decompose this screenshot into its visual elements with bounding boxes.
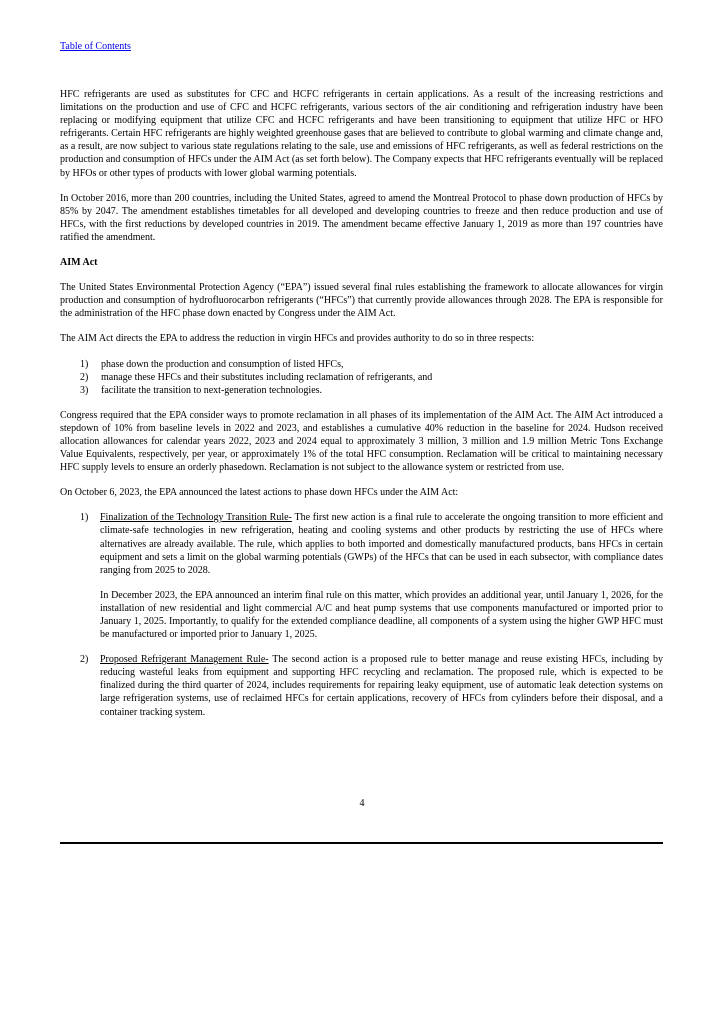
paragraph-hfc-refrigerants: HFC refrigerants are used as substitutes for CFC and HCFC refrigerants in certain applications. As a result of the increasing restrictions and limitations on the production and use of CFC and HCFC refrigerants, various sectors of the air conditioning and refrigeration industry have been replacing or modifying equipment that utilize CFC and HCFC refrigerants and have been transitioning to equipment that utilize HFC or HFO refrigerants. Certain HFC refrigerants are highly weighted greenhouse gases that are believed to contribute to global warming and climate change and, as a result, are now subject to various state regulations relating to the sale, use and emissions of HFC refrigerants, as well as federal restrictions on the production and consumption of HFCs under the AIM Act (as set forth below). The Company expects that HFC refrigerants eventually will be replaced by HFOs or other types of products with lower global warming potentials.: [60, 89, 663, 179]
list-item: [60, 371, 663, 384]
action-paragraph: [100, 653, 663, 718]
rule-title: Proposed Refrigerant Management Rule-: [100, 654, 269, 666]
paragraph-october-actions: On October 6, 2023, the EPA announced the latest actions to phase down HFCs under the AIM Act:: [60, 487, 459, 499]
paragraph-montreal-protocol: In October 2016, more than 200 countries, including the United States, agreed to amend the Montreal Protocol to phase down production of HFCs by 85% by 2047. The amendment establishes timetables for all developed and developing countries to freeze and then reduce production and use of HFCs, with the first reductions by developed countries in 2019. The amendment became effective January 1, 2019 as more than 197 countries have ratified the amendment.: [60, 192, 663, 243]
action-paragraph: [100, 511, 663, 576]
rule-title: Finalization of the Technology Transition Rule-: [100, 512, 292, 524]
page-divider: [60, 842, 663, 844]
paragraph-epa-rules: The United States Environmental Protection Agency (“EPA”) issued several final rules establishing the framework to allocate allowances for virgin production and consumption of hydrofluorocarbon refrigerants (“HFCs”) that currently provide allowances through 2028. The EPA is responsible for the administration of the HFC phase down enacted by Congress under the AIM Act.: [60, 282, 663, 320]
list-item-text: manage these HFCs and their substitutes including reclamation of refrigerants, and: [101, 371, 433, 383]
action-body: [100, 511, 663, 641]
list-item: [60, 358, 663, 371]
paragraph-reclamation: Congress required that the EPA consider ways to promote reclamation in all phases of its implementation of the AIM Act. The AIM Act introduced a stepdown of 10% from baseline levels in 2022 and 2023, and establishes a cumulative 40% reduction in the baseline for 2024. Hudson received allocation allowances for calendar years 2022, 2023 and 2024 equal to approximately 3 million, 3 million and 1.9 million Metric Tons Exchange Value Equivalents, respectively, per year, or approximately 1% of the total HFC consumption. Reclamation will be critical to maintaining necessary HFC supply levels to ensure an orderly phasedown. Reclamation is not subject to the allowance system or restricted from use.: [60, 409, 663, 474]
rule-text: The first new action is a final rule to accelerate the ongoing transition to more efficient and climate-safe technologies in new refrigeration, heating and cooling systems and other products by restricting the use of HFCs where alternatives are already available. The rule, which applies to both imported and domestically manufactured products, bans HFCs in certain equipment and sets a limit on the global warming potentials (GWPs) of the HFCs that can be used in each subsector, with compliance dates ranging from 2025 to 2028.: [100, 512, 663, 576]
list-item-text: phase down the production and consumption of listed HFCs,: [101, 358, 344, 370]
list-item-text: facilitate the transition to next-generation technologies.: [101, 384, 323, 396]
list-item: [60, 384, 663, 397]
action-followup-paragraph: In December 2023, the EPA announced an interim final rule on this matter, which provides an additional year, until January 1, 2026, for the installation of new residential and light commercial A/C and heat pump systems that use components manufactured or imported prior to January 1, 2025. Importantly, to qualify for the extended compliance deadline, all components of a system using the higher GWP HFC must be manufactured or imported prior to January 1, 2025.: [100, 589, 663, 641]
document-body: [60, 88, 663, 731]
action-body: [100, 653, 663, 718]
paragraph-aim-directs: The AIM Act directs the EPA to address the reduction in virgin HFCs and provides authority to do so in three respects:: [60, 333, 535, 345]
list-item-number: 2): [80, 371, 89, 383]
actions-list: [60, 511, 663, 718]
rule-text: The second action is a proposed rule to better manage and reuse existing HFCs, including by reducing wasteful leaks from equipment and supporting HFC recycling and reclamation. The proposed rule, which is expected to be finalized during the third quarter of 2024, includes requirements for repairing leaky equipment, use of automatic leak detection systems on large refrigeration systems, use of reclaimed HFCs for certain applications, recovery of HFCs from cylinders before their disposal, and a container tracking system.: [100, 654, 663, 718]
respects-list: [60, 358, 663, 397]
table-of-contents-link[interactable]: Table of Contents: [60, 41, 131, 52]
list-item-number: 1): [80, 512, 89, 524]
list-item-number: 2): [80, 654, 89, 666]
list-item-number: 1): [80, 358, 89, 370]
list-item: [60, 653, 663, 718]
section-heading-aim-act: AIM Act: [60, 257, 98, 269]
list-item: [60, 511, 663, 641]
list-item-number: 3): [80, 384, 89, 396]
page-number: 4: [359, 798, 365, 809]
